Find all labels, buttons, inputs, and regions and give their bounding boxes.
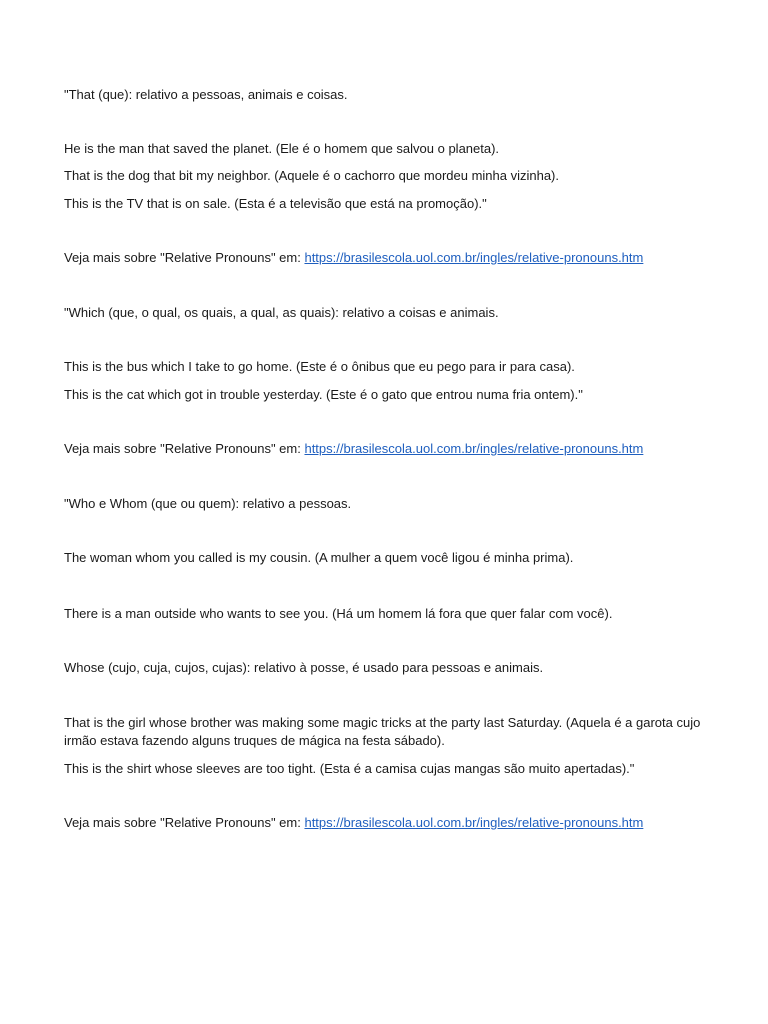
that-heading: "That (que): relativo a pessoas, animais e coisas. (64, 87, 348, 102)
which-see-more (64, 440, 714, 458)
who-example-2: There is a man outside who wants to see you. (Há um homem lá fora que quer falar com você). (64, 606, 613, 621)
which-example-1: This is the bus which I take to go home. (Este é o ônibus que eu pego para ir para casa). (64, 359, 575, 374)
relative-pronouns-link[interactable]: https://brasilescola.uol.com.br/ingles/relative-pronouns.htm (304, 815, 644, 830)
see-more-prefix: Veja mais sobre "Relative Pronouns" em: (64, 441, 305, 456)
see-more-prefix: Veja mais sobre "Relative Pronouns" em: (64, 250, 305, 265)
who-example-1: The woman whom you called is my cousin. (A mulher a quem você ligou é minha prima). (64, 550, 574, 565)
whose-example-1: That is the girl whose brother was making some magic tricks at the party last Saturday. (Aquela é a garota cujo irmão estava fazendo alguns truques de mágica na festa sábado). (64, 715, 701, 748)
that-example-2: That is the dog that bit my neighbor. (Aquele é o cachorro que mordeu minha vizinha). (64, 168, 560, 183)
which-example-2: This is the cat which got in trouble yesterday. (Este é o gato que entrou numa fria ontem)." (64, 387, 583, 402)
that-example-3: This is the TV that is on sale. (Esta é a televisão que está na promoção)." (64, 196, 487, 211)
whose-heading: Whose (cujo, cuja, cujos, cujas): relativo à posse, é usado para pessoas e animais. (64, 660, 544, 675)
that-see-more (64, 249, 714, 267)
see-more-prefix: Veja mais sobre "Relative Pronouns" em: (64, 815, 305, 830)
who-heading: "Who e Whom (que ou quem): relativo a pessoas. (64, 496, 352, 511)
which-heading: "Which (que, o qual, os quais, a qual, as quais): relativo a coisas e animais. (64, 305, 499, 320)
that-example-1: He is the man that saved the planet. (Ele é o homem que salvou o planeta). (64, 141, 500, 156)
relative-pronouns-link[interactable]: https://brasilescola.uol.com.br/ingles/relative-pronouns.htm (304, 250, 644, 265)
relative-pronouns-link[interactable]: https://brasilescola.uol.com.br/ingles/relative-pronouns.htm (304, 441, 644, 456)
whose-see-more (64, 814, 714, 832)
whose-example-2: This is the shirt whose sleeves are too tight. (Esta é a camisa cujas mangas são muito apertadas)." (64, 761, 635, 776)
